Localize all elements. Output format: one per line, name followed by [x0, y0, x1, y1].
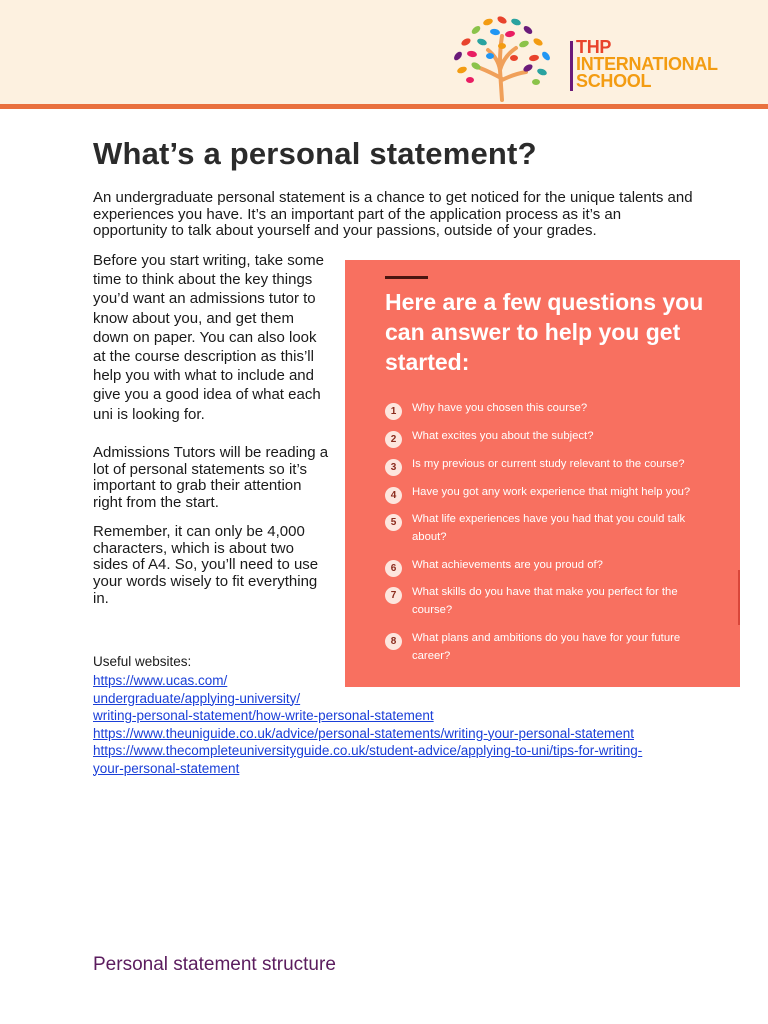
question-number: 5	[385, 514, 402, 531]
question-text: Is my previous or current study relevant to the course?	[412, 458, 685, 470]
paragraph-attention: Admissions Tutors will be reading a lot of personal statements so it’s important to grab their attention right from the start.	[93, 444, 329, 512]
intro-paragraph: An undergraduate personal statement is a chance to get noticed for the unique talents and experiences you have. It’s an important part of the application process as it’s an opportunity to talk about yourself and your passions, outside of your grades.	[93, 189, 693, 240]
logo-line-3: SCHOOL	[576, 71, 652, 91]
useful-websites-label: Useful websites:	[93, 654, 192, 669]
question-text: Why have you chosen this course?	[412, 402, 588, 414]
link-ucas-line-1[interactable]: https://www.ucas.com/	[93, 673, 228, 688]
question-number: 8	[385, 633, 402, 650]
header-rule	[0, 104, 768, 109]
question-number: 2	[385, 431, 402, 448]
logo-line-2: INTERNATIONAL	[576, 54, 718, 74]
logo-line-1: THP	[576, 37, 612, 57]
useful-websites-links	[93, 672, 693, 777]
card-accent-dash	[385, 276, 428, 279]
question-text: What skills do you have that make you perfect for the course?	[412, 586, 678, 616]
questions-card	[345, 260, 740, 687]
section-heading-structure: Personal statement structure	[93, 954, 336, 975]
question-text: What life experiences have you had that you could talk about?	[412, 513, 686, 543]
logo-divider	[570, 41, 573, 91]
question-number: 7	[385, 587, 402, 604]
school-logo	[440, 8, 750, 104]
question-text: What plans and ambitions do you have for your future career?	[412, 632, 681, 662]
logo-wordmark	[576, 39, 718, 90]
card-heading: Here are a few questions you can answer to help you get started:	[385, 289, 704, 375]
link-ucas-line-3[interactable]: writing-personal-statement/how-write-personal-statement	[93, 708, 434, 723]
paragraph-length: Remember, it can only be 4,000 characters, which is about two sides of A4. So, you’ll need to use your words wisely to fit everything in.	[93, 523, 319, 607]
tree-logo-icon	[440, 8, 565, 104]
link-completeuniguide-line-2[interactable]: your-personal-statement	[93, 760, 240, 776]
question-text: Have you got any work experience that might help you?	[412, 486, 691, 498]
question-text: What excites you about the subject?	[412, 430, 594, 442]
question-number: 4	[385, 487, 402, 504]
link-completeuniguide-line-1[interactable]: https://www.thecompleteuniversityguide.co.uk/student-advice/applying-to-uni/tips-for-writing-	[93, 743, 643, 758]
page-title: What’s a personal statement?	[93, 136, 537, 171]
paragraph-preparation: Before you start writing, take some time to think about the key things you’d want an admissions tutor to know about you, and get them down on paper. You can also look at the course description as this’ll help you with what to include and give you a good idea of what each uni is looking for.	[93, 252, 324, 423]
question-number: 6	[385, 560, 402, 577]
link-ucas-line-2[interactable]: undergraduate/applying-university/	[93, 690, 301, 706]
link-theuniguide[interactable]: https://www.theuniguide.co.uk/advice/personal-statements/writing-your-personal-statement	[93, 725, 635, 741]
question-number: 3	[385, 459, 402, 476]
question-text: What achievements are you proud of?	[412, 559, 603, 571]
card-edge-mark	[738, 570, 740, 625]
question-number: 1	[385, 403, 402, 420]
